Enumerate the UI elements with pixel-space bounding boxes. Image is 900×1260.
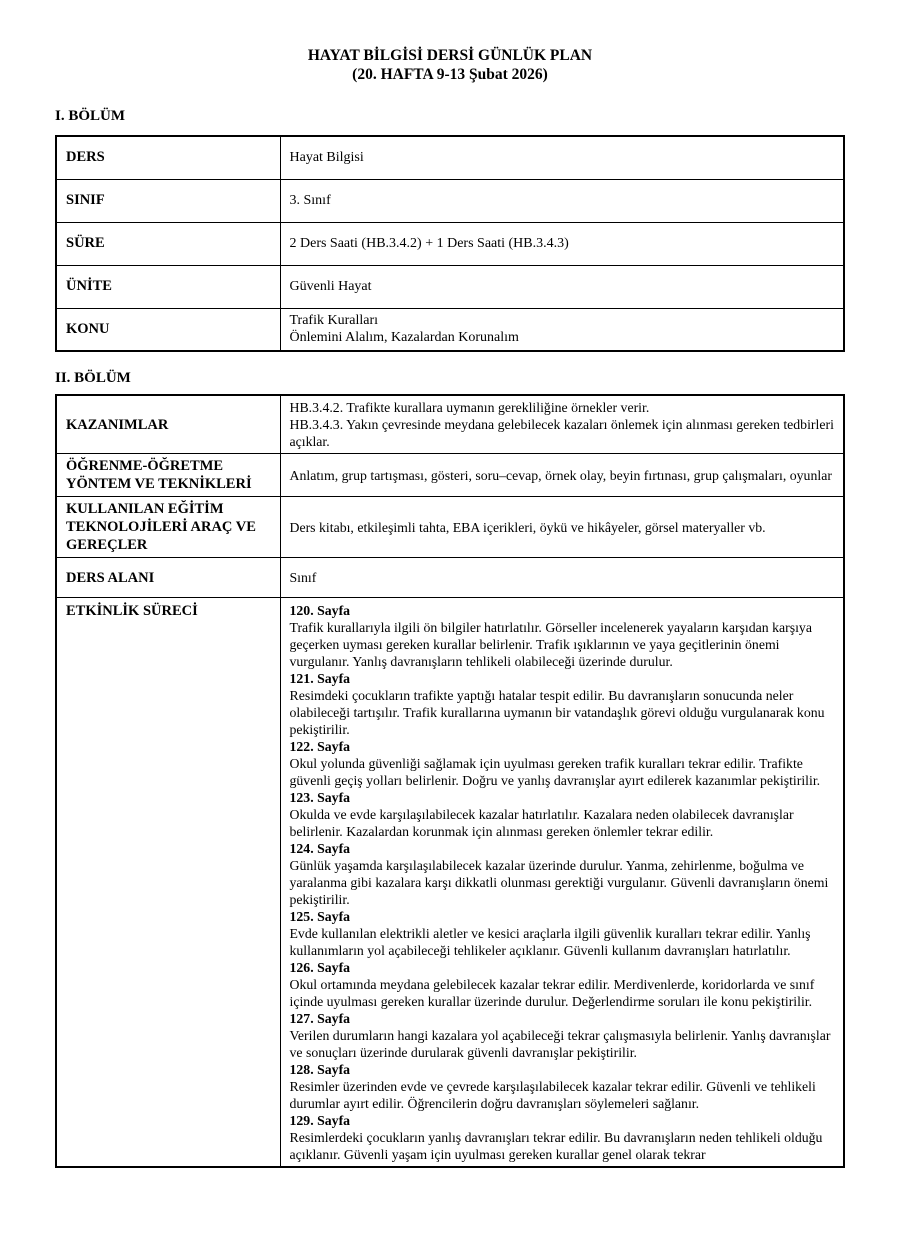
table-row <box>56 222 844 265</box>
info-table <box>55 135 845 352</box>
document-title <box>55 46 845 84</box>
activity-entry-heading: 129. Sayfa <box>289 1113 351 1128</box>
activity-entry-text: Resimlerdeki çocukların yanlış davranışları tekrar edilir. Bu davranışların neden tehlikeli olduğu açıklanır. Güvenli yaşam için uyulması gereken kurallar genel olarak tekrar <box>289 1130 823 1162</box>
activity-entry-heading: 122. Sayfa <box>289 739 351 754</box>
row-label-ders-alani: DERS ALANI <box>56 558 280 598</box>
activity-entry-text: Okul ortamında meydana gelebilecek kazalar tekrar edilir. Merdivenlerde, koridorlarda ve sınıf içinde uyulması gereken kurallar üzerinde durulur. Değerlendirme soruları ile konu pekiştirilir. <box>289 977 815 1009</box>
table-row <box>56 308 844 351</box>
table-row <box>56 179 844 222</box>
activity-entry-heading: 125. Sayfa <box>289 909 351 924</box>
title-line-1: HAYAT BİLGİSİ DERSİ GÜNLÜK PLAN <box>307 47 593 64</box>
row-label-sure: SÜRE <box>56 222 280 265</box>
row-value-etkinlik <box>280 598 844 1168</box>
activity-entry <box>290 738 835 789</box>
row-label-teknoloji: KULLANILAN EĞİTİM TEKNOLOJİLERİ ARAÇ VE GEREÇLER <box>56 497 280 558</box>
table-row <box>56 558 844 598</box>
table-row <box>56 265 844 308</box>
activity-entry-heading: 128. Sayfa <box>289 1062 351 1077</box>
activity-entry-heading: 120. Sayfa <box>289 603 351 618</box>
row-label-konu: KONU <box>56 308 280 351</box>
activity-entry-text: Evde kullanılan elektrikli aletler ve kesici araçlarla ilgili güvenlik kuralları tekrar edilir. Yanlış kullanımların yol açabileceği tehlikeler açıklanır. Güvenli kullanım davranışları hatırlatılır. <box>289 926 811 958</box>
activity-entry-text: Okul yolunda güvenliği sağlamak için uyulması gereken trafik kuralları tekrar edilir. Trafikte güvenli geçiş yolları belirlenir. Doğru ve yanlış davranışlar ayırt edilerek kazanımlar pekiştirilir. <box>289 756 821 788</box>
value-line: 3. Sınıf <box>289 192 331 208</box>
activity-entry <box>290 789 835 840</box>
row-label-kazanimlar: KAZANIMLAR <box>56 395 280 454</box>
row-value-konu <box>280 308 844 351</box>
activity-entry <box>290 840 835 908</box>
value-line: Önlemini Alalım, Kazalardan Korunalım <box>289 330 519 346</box>
row-value-sure <box>280 222 844 265</box>
activity-entry <box>290 602 835 670</box>
row-value-yontem: Anlatım, grup tartışması, gösteri, soru–cevap, örnek olay, beyin fırtınası, grup çalışmaları, oyunlar <box>280 454 844 497</box>
row-value-unite <box>280 265 844 308</box>
activity-entry <box>290 959 835 1010</box>
value-line: HB.3.4.2. Trafikte kurallara uymanın gerekliliğine örnekler verir. <box>289 400 650 415</box>
title-line-2: (20. HAFTA 9-13 Şubat 2026) <box>352 66 548 83</box>
row-label-ders: DERS <box>56 136 280 179</box>
activity-entry <box>290 1112 835 1163</box>
row-value-ders <box>280 136 844 179</box>
activity-entry-text: Verilen durumların hangi kazalara yol açabileceği tekrar çalışmasıyla belirlenir. Yanlış davranışlar ve sonuçları üzerinde durularak güvenli davranışlar pekiştirilir. <box>289 1028 831 1060</box>
row-value-sinif <box>280 179 844 222</box>
row-value-ders-alani: Sınıf <box>280 558 844 598</box>
activity-entry-text: Trafik kurallarıyla ilgili ön bilgiler hatırlatılır. Görseller incelenerek yayaların karşıdan karşıya geçerken uyması gereken kurallar belirlenir. Trafik ışıklarının ve yaya geçitlerinin önemi vurgulanır. Yanlış davranışların tehlikeli olabileceği üzerinde durulur. <box>289 620 812 669</box>
activity-entry-heading: 126. Sayfa <box>289 960 351 975</box>
table-row <box>56 454 844 497</box>
activity-entry-heading: 123. Sayfa <box>289 790 351 805</box>
activity-entry-text: Resimler üzerinden evde ve çevrede karşılaşılabilecek kazalar tekrar edilir. Güvenli ve tehlikeli durumlar ayırt edilir. Öğrencilerin doğru davranışları söylemeleri sağlanır. <box>289 1079 816 1111</box>
value-line: HB.3.4.3. Yakın çevresinde meydana gelebilecek kazaları önlemek için alınması gereken tedbirleri açıklar. <box>289 417 834 449</box>
activity-entry <box>290 1061 835 1112</box>
table-row <box>56 497 844 558</box>
value-line: 2 Ders Saati (HB.3.4.2) + 1 Ders Saati (HB.3.4.3) <box>289 235 569 251</box>
activity-entry-text: Günlük yaşamda karşılaşılabilecek kazalar üzerinde durulur. Yanma, zehirlenme, boğulma ve yaralanma gibi kazalara karşı dikkatli olunması gerektiği vurgulanır. Güvenli davranışların önemi pekiştirilir. <box>289 858 829 907</box>
activity-entry-text: Okulda ve evde karşılaşılabilecek kazalar hatırlatılır. Kazalara neden olabilecek davranışlar belirlenir. Kazalardan korunmak için alınması gereken önlemler tekrar edilir. <box>289 807 794 839</box>
activity-entry <box>290 670 835 738</box>
activity-entry <box>290 908 835 959</box>
section-2-heading: II. BÖLÜM <box>55 370 131 386</box>
row-label-etkinlik: ETKİNLİK SÜRECİ <box>56 598 280 1168</box>
value-line: Hayat Bilgisi <box>289 150 364 165</box>
row-value-kazanimlar <box>280 395 844 454</box>
table-row <box>56 395 844 454</box>
activity-entry-text: Resimdeki çocukların trafikte yaptığı hatalar tespit edilir. Bu davranışların sonucunda neler olabileceği tartışılır. Trafik kurallarına uymanın bir vatandaşlık görevi olduğu vurgulanarak konu pekiştirilir. <box>289 688 825 737</box>
detail-table <box>55 394 845 1168</box>
table-row <box>56 598 844 1168</box>
activity-entry <box>290 1010 835 1061</box>
activity-entry-heading: 124. Sayfa <box>289 841 351 856</box>
row-value-teknoloji: Ders kitabı, etkileşimli tahta, EBA içerikleri, öykü ve hikâyeler, görsel materyaller vb. <box>280 497 844 558</box>
value-line: Trafik Kuralları <box>289 312 379 328</box>
activity-entry-heading: 121. Sayfa <box>289 671 351 686</box>
activity-entry-heading: 127. Sayfa <box>289 1011 351 1026</box>
row-label-sinif: SINIF <box>56 179 280 222</box>
section-1-heading: I. BÖLÜM <box>55 108 126 124</box>
table-row <box>56 136 844 179</box>
value-line: Güvenli Hayat <box>289 278 372 294</box>
row-label-unite: ÜNİTE <box>56 265 280 308</box>
row-label-yontem: ÖĞRENME-ÖĞRETME YÖNTEM VE TEKNİKLERİ <box>56 454 280 497</box>
